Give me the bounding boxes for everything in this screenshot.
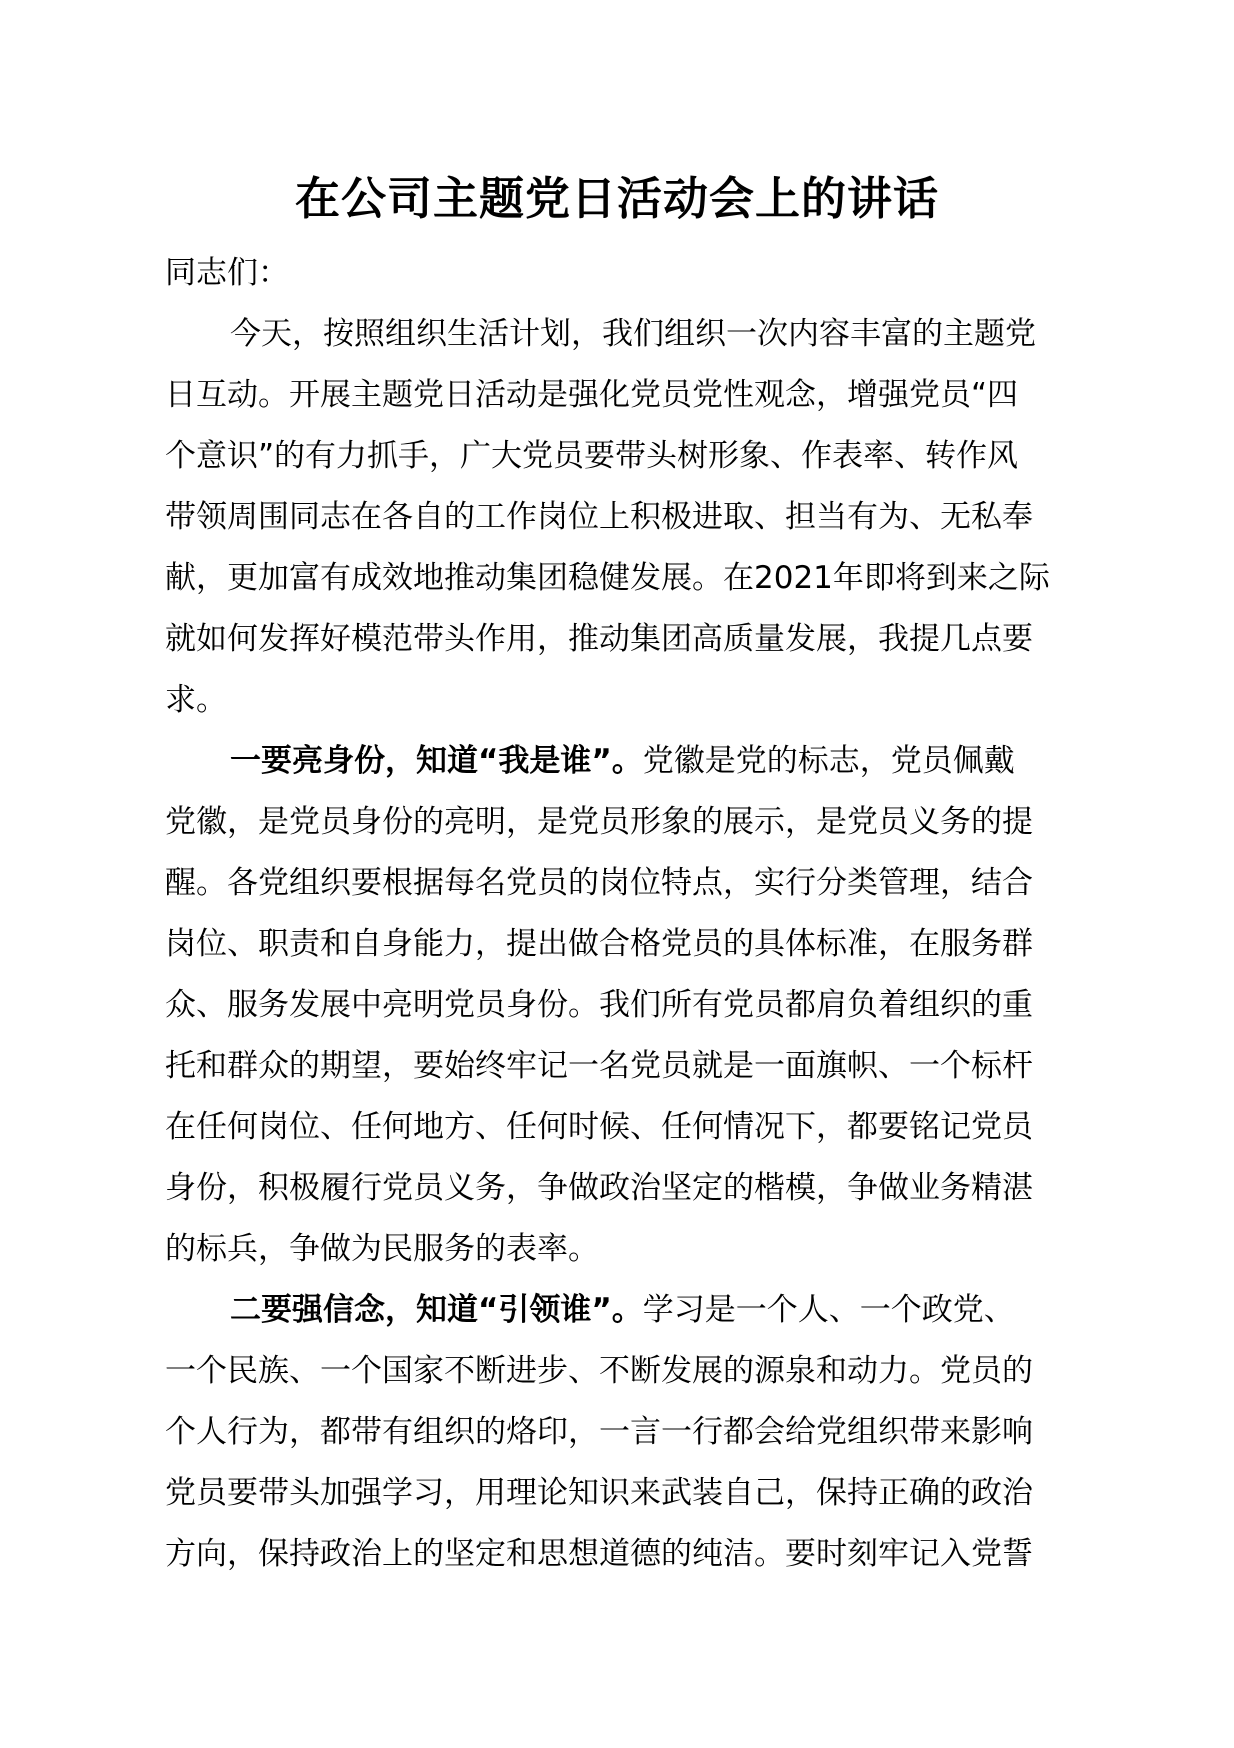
section-heading: 一要亮身份，知道“我是谁”。: [230, 743, 643, 779]
paragraph-line: 身份，积极履行党员义务，争做政治坚定的楷模，争做业务精湛: [165, 1170, 1033, 1206]
paragraph-line: 党徽，是党员身份的亮明，是党员形象的展示，是党员义务的提: [165, 804, 1033, 840]
paragraph-line: 日互动。开展主题党日活动是强化党员党性观念，增强党员“四: [165, 377, 1019, 413]
paragraph-line: 托和群众的期望，要始终牢记一名党员就是一面旗帜、一个标杆: [165, 1048, 1033, 1084]
paragraph-first-line: [165, 1280, 1110, 1341]
paragraph-line: 个人行为，都带有组织的烙印，一言一行都会给党组织带来影响: [165, 1414, 1033, 1450]
paragraph-line: 个意识”的有力抓手，广大党员要带头树形象、作表率、转作风: [165, 438, 1019, 474]
salutation: 同志们：: [165, 255, 289, 291]
paragraph-line: 醒。各党组织要根据每名党员的岗位特点，实行分类管理，结合: [165, 865, 1033, 901]
section-heading: 二要强信念，知道“引领谁”。: [230, 1292, 643, 1328]
document-title: 在公司主题党日活动会上的讲话: [294, 172, 939, 225]
paragraph-text: 学习是一个人、一个政党、: [642, 1292, 1015, 1328]
paragraph-line: 在任何岗位、任何地方、任何时候、任何情况下，都要铭记党员: [165, 1109, 1033, 1145]
paragraph-line: 众、服务发展中亮明党员身份。我们所有党员都肩负着组织的重: [165, 987, 1033, 1023]
paragraph-line: 带领周围同志在各自的工作岗位上积极进取、担当有为、无私奉: [165, 499, 1033, 535]
paragraph-line: 就如何发挥好模范带头作用，推动集团高质量发展，我提几点要: [165, 621, 1033, 657]
paragraph-line: 的标兵，争做为民服务的表率。: [165, 1231, 599, 1267]
paragraph-first-line: [165, 731, 1110, 792]
document-body: [165, 243, 1110, 1585]
paragraph-line: 今天，按照组织生活计划，我们组织一次内容丰富的主题党: [230, 316, 1036, 352]
paragraph-line: 献，更加富有成效地推动集团稳健发展。在2021年即将到来之际: [165, 560, 1050, 596]
paragraph-line: 岗位、职责和自身能力，提出做合格党员的具体标准，在服务群: [165, 926, 1033, 962]
paragraph-line: 求。: [165, 682, 227, 718]
paragraph-text: 党徽是党的标志，党员佩戴: [642, 743, 1015, 779]
paragraph-line: 党员要带头加强学习，用理论知识来武装自己，保持正确的政治: [165, 1475, 1033, 1511]
paragraph-line: 一个民族、一个国家不断进步、不断发展的源泉和动力。党员的: [165, 1353, 1033, 1389]
paragraph-line: 方向，保持政治上的坚定和思想道德的纯洁。要时刻牢记入党誓: [165, 1536, 1033, 1572]
